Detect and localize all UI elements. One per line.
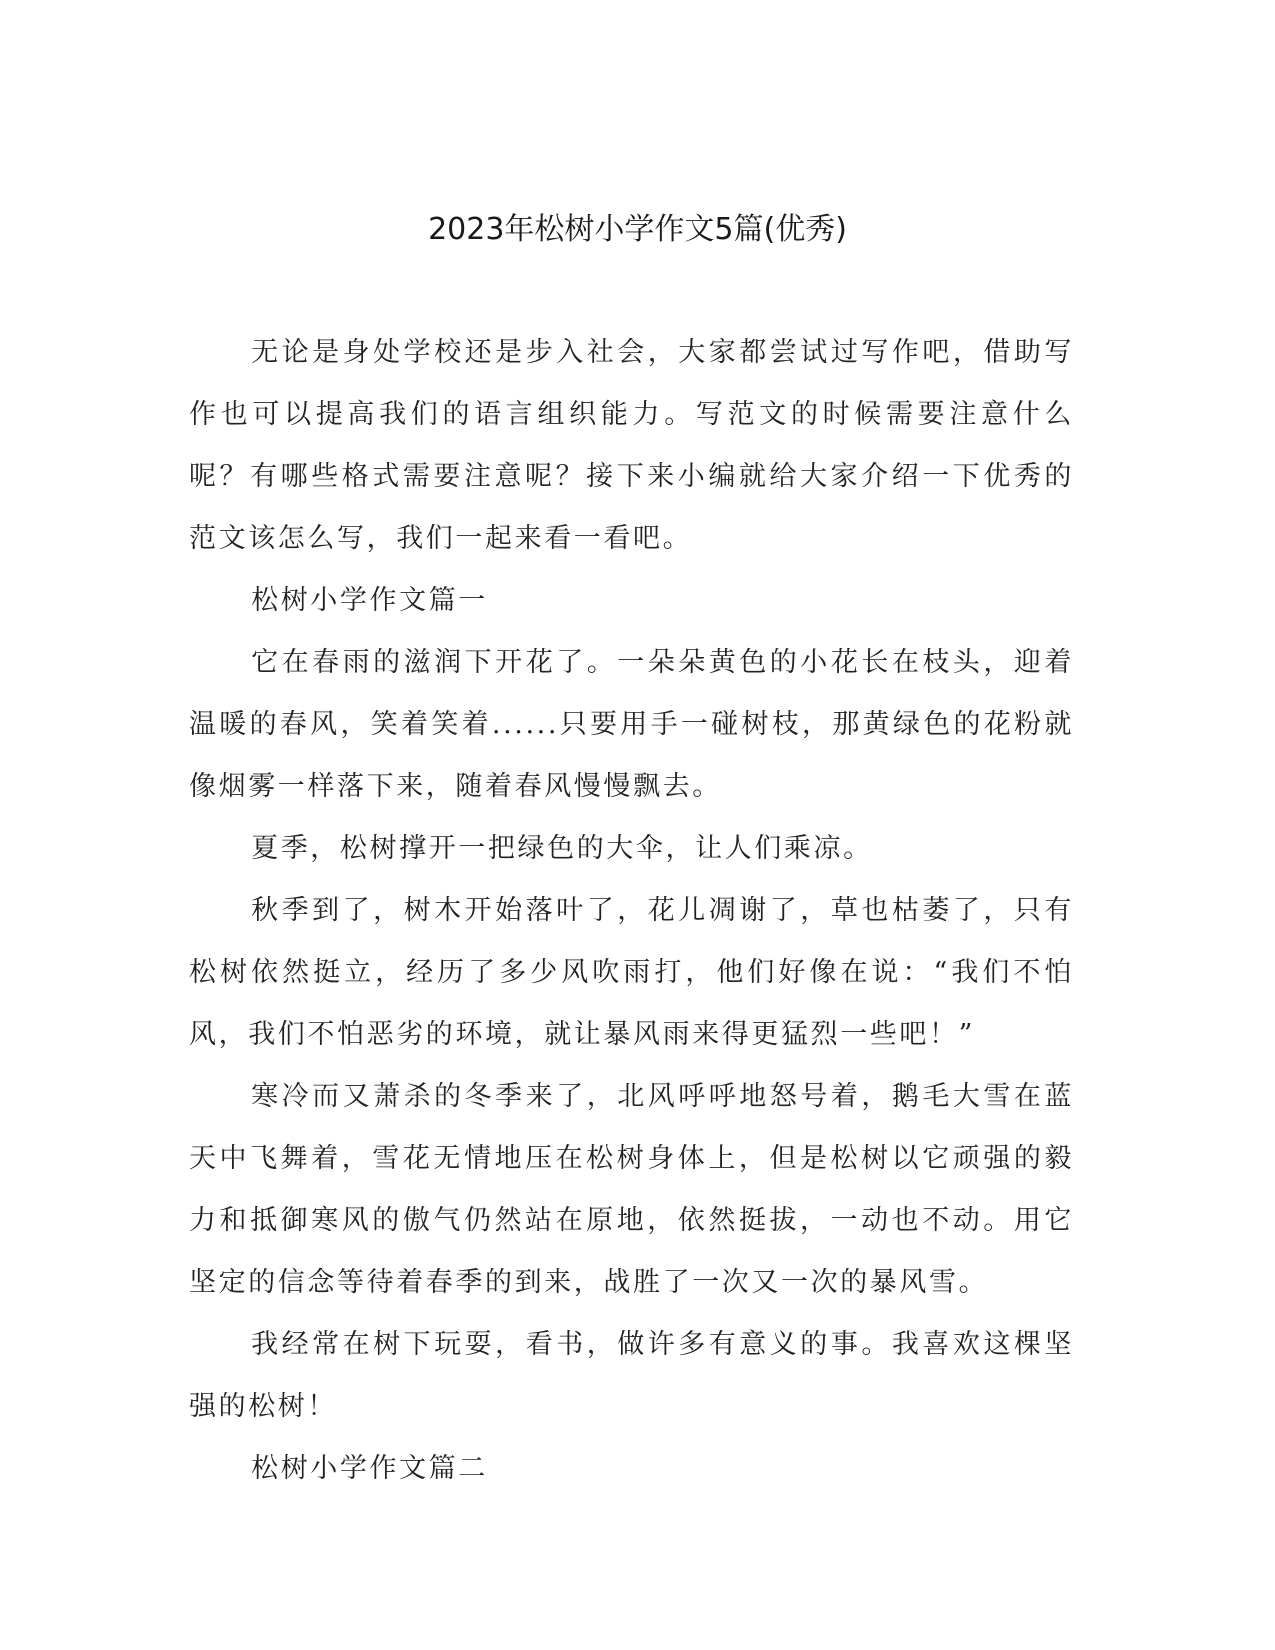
paragraph-summer: 夏季，松树撑开一把绿色的大伞，让人们乘凉。 — [251, 833, 873, 864]
section-heading-essay-one: 松树小学作文篇一 — [251, 585, 488, 616]
paragraph-autumn: 秋季到了，树木开始落叶了，花儿凋谢了，草也枯萎了，只有松树依然挺立，经历了多少风吹雨打，他们好像在说：“我们不怕风，我们不怕恶劣的环境，就让暴风雨来得更猛烈一些吧！” — [189, 895, 1074, 1050]
paragraph-spring: 它在春雨的滋润下开花了。一朵朵黄色的小花长在枝头，迎着温暖的春风，笑着笑着......只要用手一碰树枝，那黄绿色的花粉就像烟雾一样落下来，随着春风慢慢飘去。 — [189, 647, 1074, 802]
document-body — [189, 322, 1074, 1500]
paragraph-conclusion: 我经常在树下玩耍，看书，做许多有意义的事。我喜欢这棵坚强的松树！ — [189, 1329, 1074, 1422]
section-heading-essay-two: 松树小学作文篇二 — [251, 1453, 488, 1484]
document-title: 2023年松树小学作文5篇(优秀) — [428, 212, 847, 247]
paragraph-winter: 寒冷而又萧杀的冬季来了，北风呼呼地怒号着，鹅毛大雪在蓝天中飞舞着，雪花无情地压在松树身体上，但是松树以它顽强的毅力和抵御寒风的傲气仍然站在原地，依然挺拔，一动也不动。用它坚定的信念等待着春季的到来，战胜了一次又一次的暴风雪。 — [189, 1081, 1074, 1298]
intro-paragraph: 无论是身处学校还是步入社会，大家都尝试过写作吧，借助写作也可以提高我们的语言组织能力。写范文的时候需要注意什么呢？有哪些格式需要注意呢？接下来小编就给大家介绍一下优秀的范文该怎么写，我们一起来看一看吧。 — [189, 337, 1074, 554]
